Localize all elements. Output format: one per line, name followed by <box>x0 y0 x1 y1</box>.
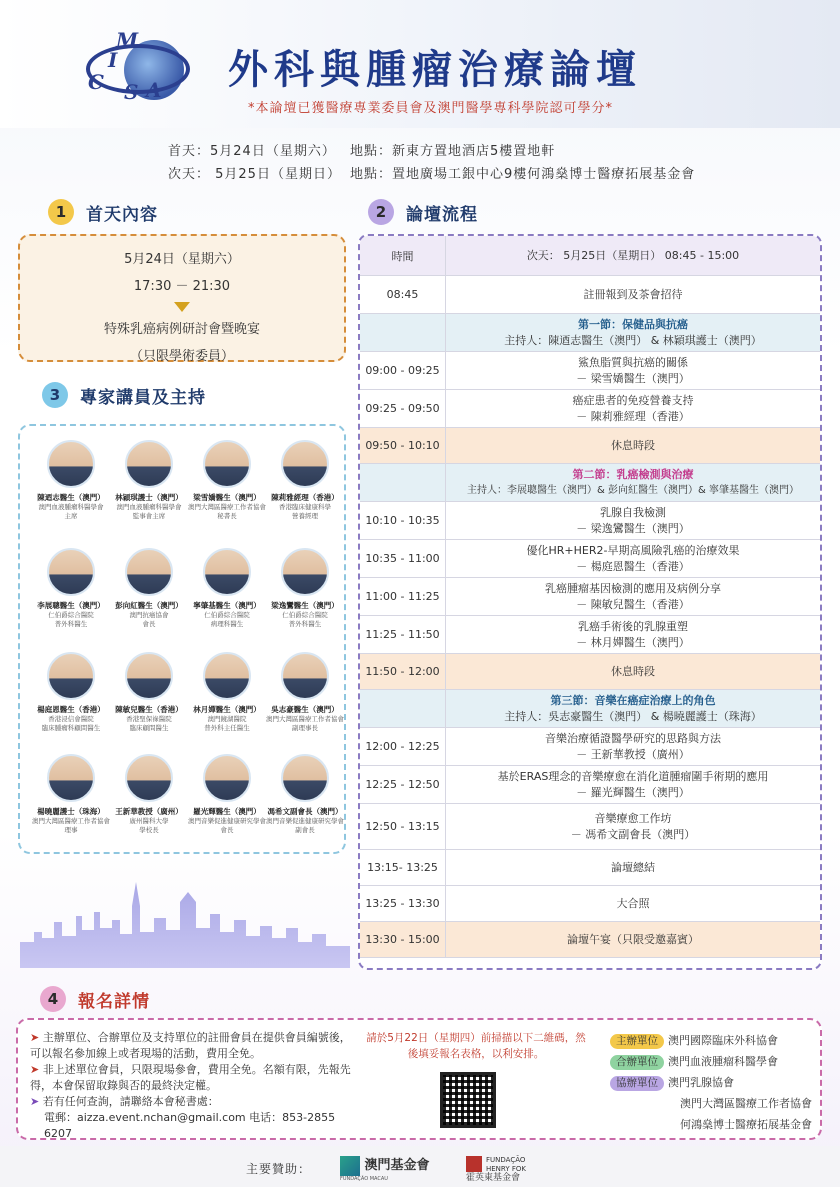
organizer-name: 何鴻燊博士醫療拓展基金會 <box>680 1118 812 1131</box>
registration-info <box>30 1030 360 1142</box>
session-row <box>360 690 820 728</box>
speaker-card <box>186 652 268 733</box>
schedule-row <box>360 766 820 804</box>
speaker-card <box>30 652 112 733</box>
sponsor-label: 主要贊助： <box>246 1162 312 1176</box>
schedule-content <box>446 276 820 313</box>
arrow-right-icon: ➤ <box>30 1063 40 1076</box>
speaker-photo <box>47 440 95 488</box>
schedule-speaker: － 林月嬋醫生（澳門） <box>576 635 690 649</box>
schedule-topic: 優化HR+HER2-早期高風險乳癌的治療效果 <box>526 543 740 557</box>
section3-title: 專家講員及主持 <box>80 387 206 408</box>
speaker-name: 馮希文副會長（澳門） <box>267 807 343 816</box>
schedule-time: 12:50 - 13:15 <box>360 804 446 849</box>
organizer-name: 澳門大灣區醫療工作者協會 <box>680 1097 812 1110</box>
break-row <box>360 922 820 958</box>
speaker-photo <box>47 652 95 700</box>
day2-venue: 地點：置地廣場工銀中心9樓何鴻燊博士醫療拓展基金會 <box>350 167 696 182</box>
section1-heading <box>48 199 158 225</box>
speaker-role: 仁伯爵綜合醫院 普外科醫生 <box>48 611 94 628</box>
speaker-role: 澳門音樂促進健康研究學會 會長 <box>188 817 266 834</box>
schedule-topic: 音樂療愈工作坊 <box>594 811 672 825</box>
schedule-time: 09:50 - 10:10 <box>360 428 446 463</box>
schedule-topic: 休息時段 <box>611 438 655 452</box>
schedule-content <box>446 804 820 849</box>
day1-event: 特殊乳癌病例研討會暨晚宴 <box>103 322 260 337</box>
schedule-row <box>360 578 820 616</box>
schedule-topic: 第一節：保健品與抗癌 <box>578 317 688 331</box>
schedule-header-content: 次天： 5月25日（星期日） 08:45 - 15:00 <box>526 248 740 262</box>
micsa-logo: M I C S A <box>78 26 198 106</box>
schedule-content <box>446 886 820 921</box>
day1-box-date: 5月24日（星期六） <box>124 252 240 267</box>
schedule-content <box>446 390 820 427</box>
speaker-photo <box>203 652 251 700</box>
speaker-photo <box>125 754 173 802</box>
speaker-name: 王新華教授（廣州） <box>115 807 183 816</box>
day1-event-note: （只限學術委員） <box>129 349 234 364</box>
registration-box <box>16 1018 822 1140</box>
schedule-time: 11:50 - 12:00 <box>360 654 446 689</box>
schedule-topic: 音樂治療循證醫學研究的思路與方法 <box>545 731 721 745</box>
schedule-topic: 癌症患者的免疫營養支持 <box>572 393 694 407</box>
speaker-card <box>186 754 268 835</box>
speaker-role: 澳門血液腫瘤科醫學會 主席 <box>38 503 104 520</box>
schedule-row <box>360 276 820 314</box>
header <box>0 0 840 128</box>
schedule-time: 11:25 - 11:50 <box>360 616 446 653</box>
speakers-box <box>18 424 346 854</box>
schedule-speaker: 主持人：李展聰醫生（澳門）& 彭向紅醫生（澳門）& 寧肇基醫生（澳門） <box>467 484 799 496</box>
schedule-speaker: － 馮希文副會長（澳門） <box>570 827 696 841</box>
speaker-photo <box>203 440 251 488</box>
speaker-role: 澳門音樂促進健康研究學會 副會長 <box>266 817 344 834</box>
day1-box <box>18 234 346 362</box>
speaker-name: 楊曉麗護士（珠海） <box>37 807 105 816</box>
macau-skyline-illustration <box>20 872 350 968</box>
speaker-role: 澳門血液腫瘤科醫學會 監事會主席 <box>116 503 182 520</box>
speaker-name: 陳莉雅經理（香港） <box>271 493 339 502</box>
schedule-topic: 基於ERAS理念的音樂療愈在消化道腫瘤圍手術期的應用 <box>497 769 769 783</box>
section2-title: 論壇流程 <box>406 204 478 225</box>
henry-fok-icon <box>466 1156 482 1172</box>
speaker-name: 陳迺志醫生（澳門） <box>37 493 105 502</box>
schedule-content <box>446 766 820 803</box>
registration-point: ➤ 若有任何查詢，請聯絡本會秘書處： <box>30 1095 219 1108</box>
day2-date: 次天： 5月25日（星期日） <box>168 167 341 182</box>
schedule-content <box>446 728 820 765</box>
registration-qr-code[interactable] <box>440 1072 496 1128</box>
speaker-role: 香港臨床健康科學 營養經理 <box>279 503 331 520</box>
speaker-card <box>30 548 112 629</box>
day1-box-time: 17:30 － 21:30 <box>133 279 231 294</box>
speaker-role: 仁伯爵綜合醫院 病理科醫生 <box>204 611 250 628</box>
speaker-role: 香港聖保祿醫院 臨床顧問醫生 <box>126 715 172 732</box>
organizer-name: 澳門國際臨床外科協會 <box>668 1034 778 1047</box>
speaker-role: 廣州醫科大學 學校長 <box>129 817 169 834</box>
page-title: 外科與腫瘤治療論壇 <box>228 47 642 93</box>
speaker-photo <box>47 548 95 596</box>
speaker-name: 梁逸鸞醫生（澳門） <box>271 601 339 610</box>
schedule-topic: 第三節：音樂在癌症治療上的角色 <box>550 693 716 707</box>
schedule-header-row <box>360 236 820 276</box>
schedule-time: 13:30 - 15:00 <box>360 922 446 957</box>
speaker-photo <box>125 440 173 488</box>
organizer-role-badge: 協辦單位 <box>610 1076 664 1091</box>
speaker-card <box>108 754 190 835</box>
schedule-time: 12:00 - 12:25 <box>360 728 446 765</box>
organizer-role-badge: 合辦單位 <box>610 1055 664 1070</box>
schedule-content <box>446 314 820 351</box>
organizer-name: 澳門乳腺協會 <box>668 1076 734 1089</box>
schedule-topic: 休息時段 <box>611 664 655 678</box>
schedule-topic: 大合照 <box>616 896 650 910</box>
speaker-card <box>264 754 346 835</box>
schedule-topic: 第二節：乳癌檢測與治療 <box>572 467 694 481</box>
schedule-topic: 論壇午宴（只限受邀嘉賓） <box>567 932 699 946</box>
registration-deadline-note: 請於5月22日（星期四）前掃描以下二維碼，然後填妥報名表格，以利安排。 <box>366 1032 586 1060</box>
section2-heading <box>368 199 478 225</box>
organizer-line <box>610 1030 820 1051</box>
schedule-speaker: － 梁逸鸞醫生（澳門） <box>576 521 690 535</box>
schedule-time <box>360 464 446 501</box>
schedule-time: 13:15- 13:25 <box>360 850 446 885</box>
schedule-row <box>360 886 820 922</box>
schedule-time: 08:45 <box>360 276 446 313</box>
schedule-time <box>360 314 446 351</box>
schedule-topic: 註冊報到及茶會招待 <box>583 287 683 301</box>
schedule-topic: 乳癌手術後的乳腺重塑 <box>578 619 688 633</box>
schedule-time: 09:00 - 09:25 <box>360 352 446 389</box>
schedule-table <box>358 234 822 970</box>
schedule-time: 09:25 - 09:50 <box>360 390 446 427</box>
henry-fok-foundation-logo: FUNDAÇÃO HENRY FOK 霍英東基金會 <box>466 1156 526 1183</box>
arrow-down-icon <box>174 302 190 312</box>
schedule-content <box>446 502 820 539</box>
foundation-icon <box>340 1156 360 1176</box>
organizer-line <box>610 1051 820 1072</box>
schedule-content <box>446 578 820 615</box>
schedule-row <box>360 352 820 390</box>
section4-title: 報名詳情 <box>78 991 150 1012</box>
registration-point: ➤ 主辦單位、合辦單位及支持單位的註冊會員在提供會員編號後，可以報名參加線上或者現場的活動，費用全免。 <box>30 1031 351 1060</box>
section3-number: 3 <box>42 382 68 408</box>
speaker-card <box>264 652 346 733</box>
speaker-name: 林月嬋醫生（澳門） <box>193 705 261 714</box>
schedule-topic: 乳癌腫瘤基因檢測的應用及病例分享 <box>545 581 721 595</box>
schedule-header-time: 時間 <box>360 236 446 275</box>
schedule-speaker: 主持人：吳志豪醫生（澳門） & 楊曉麗護士（珠海） <box>504 709 762 723</box>
schedule-topic: 鯊魚脂質與抗癌的關係 <box>578 355 688 369</box>
speaker-role: 澳門大灣區醫療工作者協會 副理事長 <box>266 715 344 732</box>
schedule-content <box>446 922 820 957</box>
section4-number: 4 <box>40 986 66 1012</box>
organizer-line <box>610 1072 820 1093</box>
schedule-content <box>446 654 820 689</box>
schedule-speaker: － 梁雪嬌醫生（澳門） <box>576 371 690 385</box>
schedule-row <box>360 804 820 850</box>
registration-point: ➤ 非上述單位會員，只限現場參會，費用全免。名額有限，先報先得，本會保留取錄與否的最終決定權。 <box>30 1063 351 1092</box>
schedule-row <box>360 616 820 654</box>
speaker-photo <box>203 754 251 802</box>
speaker-role: 仁伯爵綜合醫院 普外科醫生 <box>282 611 328 628</box>
speaker-photo <box>125 548 173 596</box>
speaker-card <box>186 440 268 521</box>
speaker-name: 李展聰醫生（澳門） <box>37 601 105 610</box>
section2-number: 2 <box>368 199 394 225</box>
schedule-speaker: 主持人：陳迺志醫生（澳門） & 林穎琪護士（澳門） <box>504 333 762 347</box>
speaker-role: 香港浸信會醫院 臨床腫瘤科顧問醫生 <box>41 715 101 732</box>
schedule-time: 13:25 - 13:30 <box>360 886 446 921</box>
organizers-list <box>610 1030 820 1135</box>
organizer-role-badge: 主辦單位 <box>610 1034 664 1049</box>
schedule-speaker: － 楊庭恩醫生（香港） <box>576 559 690 573</box>
speaker-card <box>264 548 346 629</box>
arrow-right-icon: ➤ <box>30 1095 40 1108</box>
speaker-card <box>108 652 190 733</box>
speaker-photo <box>281 440 329 488</box>
speaker-name: 羅光輝醫生（澳門） <box>193 807 261 816</box>
schedule-content <box>446 464 820 501</box>
session-row <box>360 314 820 352</box>
schedule-content <box>446 540 820 577</box>
schedule-speaker: － 王新華教授（廣州） <box>576 747 690 761</box>
schedule-time: 10:10 - 10:35 <box>360 502 446 539</box>
session-row <box>360 464 820 502</box>
section3-heading <box>42 382 206 408</box>
section4-heading <box>40 986 150 1012</box>
schedule-content <box>446 616 820 653</box>
speaker-name: 林穎琪護士（澳門） <box>115 493 183 502</box>
schedule-time: 11:00 - 11:25 <box>360 578 446 615</box>
break-row <box>360 654 820 690</box>
speaker-role: 澳門抗癌協會 會長 <box>129 611 169 628</box>
contact-info: 電郵：aizza.event.nchan@gmail.com 电话：853-2855 6207 <box>44 1111 336 1140</box>
speaker-photo <box>281 652 329 700</box>
speaker-name: 陳敏兒醫生（香港） <box>115 705 183 714</box>
macau-foundation-logo: 澳門基金會 FUNDAÇÃO MACAU <box>340 1154 430 1182</box>
schedule-content <box>446 352 820 389</box>
sponsor-footer <box>0 1146 840 1187</box>
schedule-row <box>360 850 820 886</box>
section1-title: 首天內容 <box>86 204 158 225</box>
speaker-photo <box>203 548 251 596</box>
schedule-speaker: － 羅光輝醫生（澳門） <box>576 785 690 799</box>
schedule-speaker: － 陳敏兒醫生（香港） <box>576 597 690 611</box>
schedule-content <box>446 850 820 885</box>
schedule-content <box>446 690 820 727</box>
speaker-card <box>108 548 190 629</box>
schedule-row <box>360 728 820 766</box>
speaker-name: 彭向紅醫生（澳門） <box>115 601 183 610</box>
speaker-role: 澳門大灣區醫療工作者協會 理事 <box>32 817 110 834</box>
organizer-line <box>610 1093 820 1114</box>
schedule-speaker: － 陳莉雅經理（香港） <box>576 409 690 423</box>
speaker-card <box>186 548 268 629</box>
organizer-line <box>610 1114 820 1135</box>
speaker-name: 梁雪嬌醫生（澳門） <box>193 493 261 502</box>
speaker-role: 澳門鏡湖醫院 普外科主任醫生 <box>204 715 250 732</box>
break-row <box>360 428 820 464</box>
organizer-name: 澳門血液腫瘤科醫學會 <box>668 1055 778 1068</box>
schedule-row <box>360 540 820 578</box>
schedule-topic: 論壇總結 <box>611 860 655 874</box>
schedule-time: 10:35 - 11:00 <box>360 540 446 577</box>
section1-number: 1 <box>48 199 74 225</box>
schedule-content <box>446 428 820 463</box>
speaker-photo <box>281 754 329 802</box>
schedule-row <box>360 390 820 428</box>
day1-venue: 地點：新東方置地酒店5樓置地軒 <box>350 144 556 159</box>
speaker-card <box>108 440 190 521</box>
speaker-card <box>30 440 112 521</box>
accreditation-note: *本論壇已獲醫療專業委員會及澳門醫學專科學院認可學分* <box>248 101 614 116</box>
speaker-role: 澳門大灣區醫療工作者協會 秘書長 <box>188 503 266 520</box>
arrow-right-icon: ➤ <box>30 1031 40 1044</box>
speaker-name: 楊庭恩醫生（香港） <box>37 705 105 714</box>
speaker-photo <box>281 548 329 596</box>
speaker-name: 吳志豪醫生（澳門） <box>271 705 339 714</box>
speaker-name: 寧肇基醫生（澳門） <box>193 601 261 610</box>
speaker-photo <box>125 652 173 700</box>
speaker-card <box>30 754 112 835</box>
schedule-topic: 乳腺自我檢測 <box>600 505 666 519</box>
schedule-time <box>360 690 446 727</box>
schedule-row <box>360 502 820 540</box>
day1-date: 首天：5月24日（星期六） <box>168 144 336 159</box>
schedule-time: 12:25 - 12:50 <box>360 766 446 803</box>
speaker-photo <box>47 754 95 802</box>
speaker-card <box>264 440 346 521</box>
